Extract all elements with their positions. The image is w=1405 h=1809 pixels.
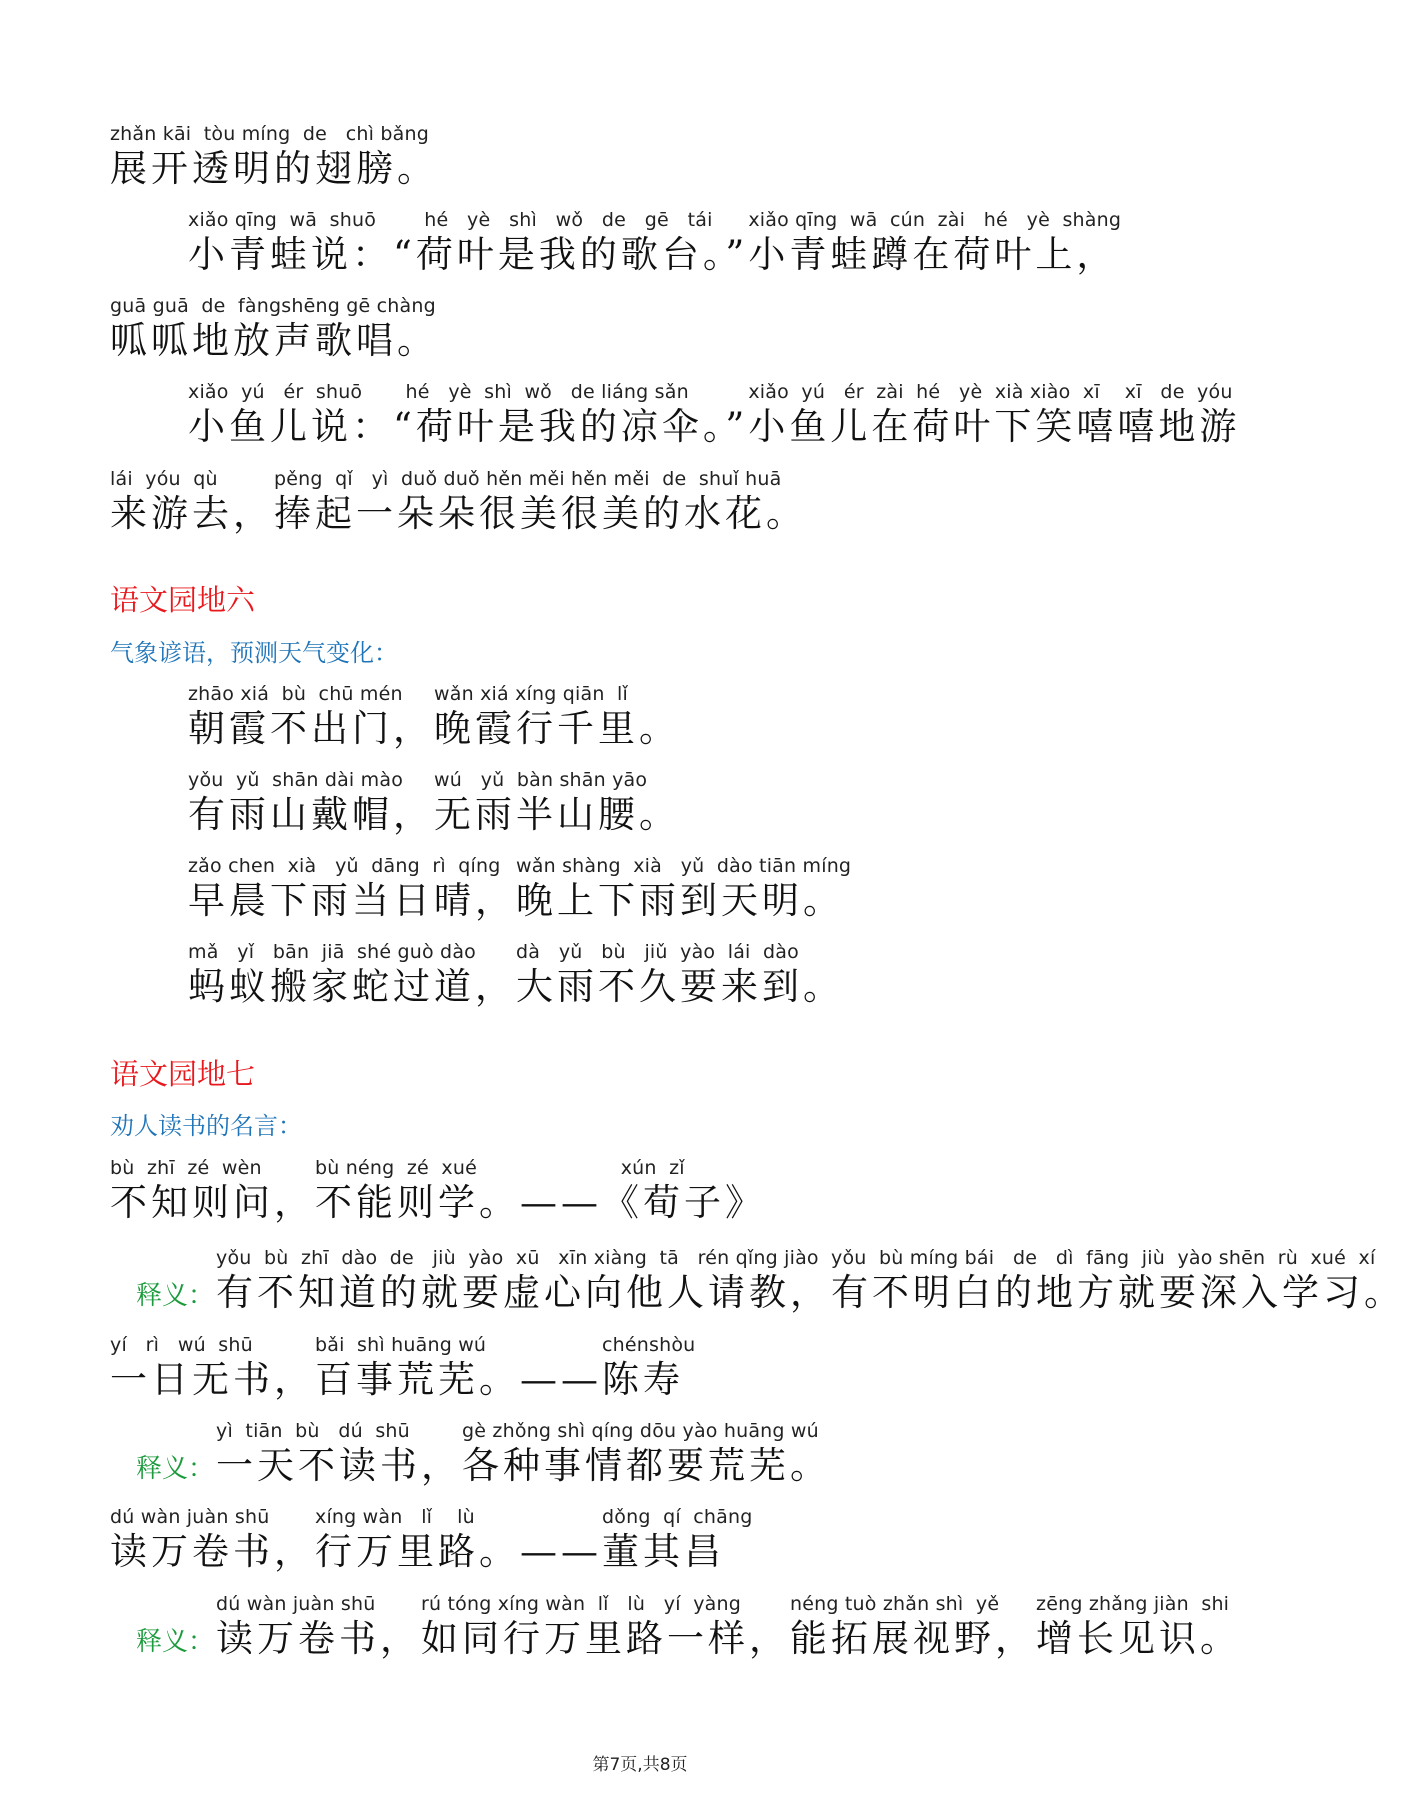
proverb-line-4 <box>188 940 844 1010</box>
text-segment <box>188 854 516 924</box>
pinyin: chénshòu <box>602 1334 696 1356</box>
pinyin: xiǎo yú ér shuō <box>188 381 363 403</box>
text-segment <box>602 1156 766 1226</box>
text-segment <box>516 854 851 924</box>
pinyin: xíng wàn lǐ lù <box>315 1506 475 1528</box>
section-6-heading: 语文园地六 <box>110 583 256 617</box>
pinyin: zhǎn kāi tòu míng de chì bǎng <box>110 123 429 145</box>
pinyin: wǎn shàng xià yǔ dào tiān míng <box>516 855 852 877</box>
meaning-label: 释义： <box>136 1627 215 1657</box>
pinyin: zēng zhǎng jiàn shi <box>1036 1593 1230 1615</box>
pinyin: yǒu yǔ shān dài mào <box>188 769 404 791</box>
hanzi: 董其昌 <box>602 1530 725 1573</box>
hanzi: 读万卷书， <box>110 1530 315 1573</box>
pinyin: mǎ yǐ bān jiā shé guò dào <box>188 941 476 963</box>
text-segment <box>188 940 516 1010</box>
text-segment <box>274 467 807 537</box>
text-segment <box>520 1156 602 1226</box>
text-segment <box>1036 1592 1241 1662</box>
hanzi: 一天不读书， <box>216 1444 463 1487</box>
pinyin: dú wàn juàn shū <box>216 1593 376 1615</box>
poem-line-4 <box>188 380 1240 450</box>
poem-line-5 <box>110 467 807 537</box>
hanzi: 小青蛙蹲在荷叶上， <box>748 233 1118 276</box>
hanzi: “荷叶是我的歌台。” <box>393 233 749 276</box>
text-segment <box>516 940 844 1010</box>
text-segment <box>188 768 434 838</box>
hanzi: 小鱼儿说： <box>188 405 393 448</box>
quote-meaning-1 <box>136 1246 1405 1316</box>
pinyin: hé yè shì wǒ de liáng sǎn <box>393 381 689 403</box>
pinyin: zǎo chen xià yǔ dāng rì qíng <box>188 855 501 877</box>
hanzi: 有不明白的地方就要深入学习。 <box>831 1271 1405 1314</box>
pinyin: hé yè shì wǒ de gē tái <box>393 209 713 231</box>
text-segment <box>393 380 748 450</box>
hanzi: 蚂蚁搬家蛇过道， <box>188 965 516 1008</box>
pinyin: yǒu bù míng bái de dì fāng jiù yào shēn rù xué xí <box>831 1247 1376 1269</box>
text-segment <box>110 467 274 537</box>
hanzi: 如同行万里路一样， <box>421 1617 791 1660</box>
section-6-subheading: 气象谚语，预测天气变化： <box>110 639 398 667</box>
proverb-line-2 <box>188 768 680 838</box>
pinyin: xiǎo qīng wā cún zài hé yè shàng <box>748 209 1122 231</box>
text-segment <box>315 1505 520 1575</box>
text-segment <box>110 122 438 192</box>
hanzi: 不能则学。 <box>315 1181 520 1224</box>
pinyin: yí rì wú shū <box>110 1334 253 1356</box>
pinyin: bù néng zé xué <box>315 1157 477 1179</box>
pinyin: wú yǔ bàn shān yāo <box>434 769 648 791</box>
hanzi: 晚上下雨到天明。 <box>516 879 844 922</box>
text-segment <box>520 1505 602 1575</box>
hanzi: 能拓展视野， <box>790 1617 1037 1660</box>
text-segment <box>216 1419 462 1489</box>
hanzi: 《荀子》 <box>602 1181 766 1224</box>
text-segment <box>216 1246 831 1316</box>
pinyin: yǒu bù zhī dào de jiù yào xū xīn xiàng tā rén qǐng jiào <box>216 1247 819 1269</box>
hanzi: 一日无书， <box>110 1358 315 1401</box>
pinyin: néng tuò zhǎn shì yě <box>790 1593 1000 1615</box>
hanzi: 大雨不久要来到。 <box>516 965 844 1008</box>
hanzi: 读万卷书， <box>216 1617 422 1660</box>
hanzi: 各种事情都要荒芜。 <box>462 1444 832 1487</box>
poem-line-2 <box>188 208 1121 278</box>
pinyin: pěng qǐ yì duǒ duǒ hěn měi hěn měi de shuǐ huā <box>274 468 782 490</box>
hanzi: “荷叶是我的凉伞。” <box>393 405 749 448</box>
pinyin: xiǎo qīng wā shuō <box>188 209 377 231</box>
pinyin: gè zhǒng shì qíng dōu yào huāng wú <box>462 1420 819 1442</box>
proverb-line-3 <box>188 854 851 924</box>
hanzi: 朝霞不出门， <box>188 707 434 750</box>
text-segment <box>188 208 393 278</box>
hanzi: 晚霞行千里。 <box>434 707 680 750</box>
hanzi: 有不知道的就要虚心向他人请教， <box>216 1271 832 1314</box>
text-segment <box>315 1156 520 1226</box>
pinyin: guā guā de fàngshēng gē chàng <box>110 295 436 317</box>
text-segment <box>748 380 1240 450</box>
hanzi: 百事荒芜。 <box>315 1358 520 1401</box>
text-segment <box>110 294 438 364</box>
text-segment <box>462 1419 831 1489</box>
pinyin: dǒng qí chāng <box>602 1506 753 1528</box>
hanzi: 有雨山戴帽， <box>188 793 434 836</box>
text-segment <box>393 208 748 278</box>
meaning-label: 释义： <box>136 1281 215 1311</box>
text-segment <box>748 208 1121 278</box>
text-segment <box>434 768 680 838</box>
hanzi: 行万里路。 <box>315 1530 520 1573</box>
text-segment <box>315 1333 520 1403</box>
hanzi: 呱呱地放声歌唱。 <box>110 319 438 362</box>
hanzi: 小青蛙说： <box>188 233 393 276</box>
pinyin: dú wàn juàn shū <box>110 1506 270 1528</box>
proverb-line-1 <box>188 682 680 752</box>
text-segment <box>216 1592 421 1662</box>
text-segment <box>602 1333 695 1403</box>
pinyin: zhāo xiá bù chū mén <box>188 683 403 705</box>
pinyin: xiǎo yú ér zài hé yè xià xiào xī xī de yóu <box>748 381 1233 403</box>
pinyin: bǎi shì huāng wú <box>315 1334 487 1356</box>
poem-line-3 <box>110 294 438 364</box>
hanzi: 早晨下雨当日晴， <box>188 879 516 922</box>
quote-meaning-2 <box>136 1419 831 1489</box>
quote-line-1 <box>110 1156 766 1226</box>
text-segment <box>520 1333 602 1403</box>
text-segment <box>188 682 434 752</box>
pinyin: xún zǐ <box>602 1157 685 1179</box>
pinyin: bù zhī zé wèn <box>110 1157 262 1179</box>
hanzi: 陈寿 <box>602 1358 684 1401</box>
hanzi: 来游去， <box>110 492 274 535</box>
hanzi: 小鱼儿在荷叶下笑嘻嘻地游 <box>748 405 1241 448</box>
hanzi: —— <box>520 1181 602 1224</box>
hanzi: 无雨半山腰。 <box>434 793 680 836</box>
hanzi: —— <box>520 1358 602 1401</box>
quote-line-2 <box>110 1333 695 1403</box>
page-footer: 第7页,共8页 <box>592 1755 688 1775</box>
pinyin: wǎn xiá xíng qiān lǐ <box>434 683 628 705</box>
text-segment <box>421 1592 790 1662</box>
meaning-label: 释义： <box>136 1454 215 1484</box>
hanzi: 增长见识。 <box>1036 1617 1242 1660</box>
poem-line-1 <box>110 122 438 192</box>
hanzi: 展开透明的翅膀。 <box>110 147 438 190</box>
hanzi: —— <box>520 1530 602 1573</box>
quote-line-3 <box>110 1505 753 1575</box>
text-segment <box>831 1246 1405 1316</box>
text-segment <box>110 1156 315 1226</box>
text-segment <box>602 1505 753 1575</box>
pinyin: rú tóng xíng wàn lǐ lù yí yàng <box>421 1593 742 1615</box>
hanzi: 不知则问， <box>110 1181 315 1224</box>
pinyin: dà yǔ bù jiǔ yào lái dào <box>516 941 799 963</box>
quote-meaning-3 <box>136 1592 1241 1662</box>
section-7-subheading: 劝人读书的名言： <box>110 1112 302 1140</box>
hanzi: 捧起一朵朵很美很美的水花。 <box>274 492 807 535</box>
text-segment <box>188 380 393 450</box>
pinyin: lái yóu qù <box>110 468 218 490</box>
section-7-heading: 语文园地七 <box>110 1057 256 1091</box>
text-segment <box>790 1592 1036 1662</box>
pinyin: yì tiān bù dú shū <box>216 1420 410 1442</box>
text-segment <box>434 682 680 752</box>
text-segment <box>110 1333 315 1403</box>
text-segment <box>110 1505 315 1575</box>
